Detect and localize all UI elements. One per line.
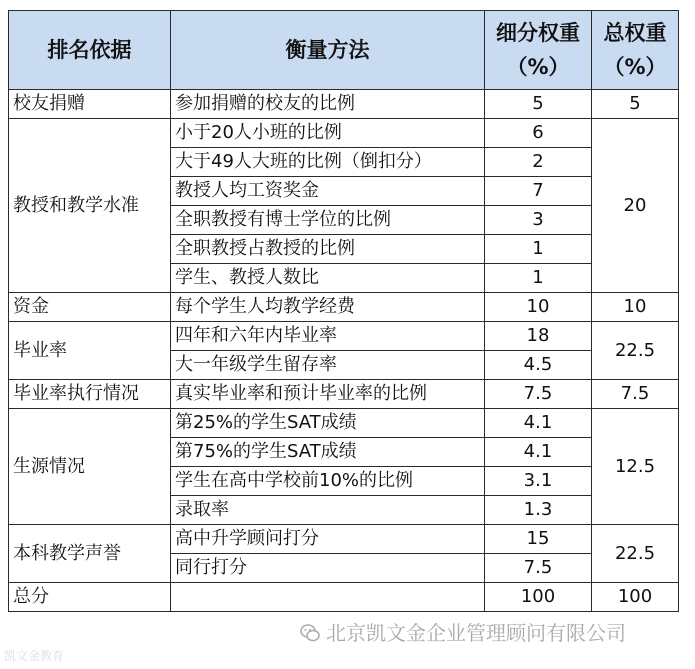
method-cell: 第75%的学生SAT成绩 (171, 438, 485, 467)
sub-weight-cell: 6 (485, 119, 592, 148)
sub-weight-cell: 15 (485, 525, 592, 554)
header-sub-weight-unit: （%） (506, 55, 570, 79)
method-cell: 高中升学顾问打分 (171, 525, 485, 554)
sub-weight-cell: 2 (485, 148, 592, 177)
method-cell: 学生在高中学校前10%的比例 (171, 467, 485, 496)
header-method: 衡量方法 (171, 11, 485, 90)
summary-label: 总分 (9, 583, 171, 612)
sub-weight-cell: 10 (485, 293, 592, 322)
corner-watermark: 凯文金教育 (4, 649, 65, 663)
basis-cell: 本科教学声誉 (9, 525, 171, 583)
table-row (9, 119, 679, 148)
table-row (9, 409, 679, 438)
sub-weight-cell: 7.5 (485, 554, 592, 583)
method-cell: 参加捐赠的校友的比例 (171, 90, 485, 119)
sub-weight-cell: 4.1 (485, 438, 592, 467)
method-cell: 四年和六年内毕业率 (171, 322, 485, 351)
table-body (9, 90, 679, 583)
watermark-text: 北京凯文金企业管理顾问有限公司 (326, 621, 626, 645)
method-cell: 教授人均工资奖金 (171, 177, 485, 206)
summary-total: 100 (592, 583, 679, 612)
sub-weight-cell: 18 (485, 322, 592, 351)
header-total-weight-unit: （%） (603, 55, 667, 79)
total-weight-cell: 20 (592, 119, 679, 293)
basis-cell: 教授和教学水准 (9, 119, 171, 293)
total-weight-cell: 7.5 (592, 380, 679, 409)
total-weight-cell: 22.5 (592, 322, 679, 380)
method-cell: 录取率 (171, 496, 485, 525)
watermark (300, 617, 626, 646)
wechat-icon (300, 623, 320, 643)
sub-weight-cell: 3 (485, 206, 592, 235)
weight-table (8, 10, 679, 612)
sub-weight-cell: 4.5 (485, 351, 592, 380)
method-cell: 学生、教授人数比 (171, 264, 485, 293)
method-cell: 大一年级学生留存率 (171, 351, 485, 380)
sub-weight-cell: 3.1 (485, 467, 592, 496)
sub-weight-cell: 4.1 (485, 409, 592, 438)
method-cell: 大于49人大班的比例（倒扣分） (171, 148, 485, 177)
basis-cell: 毕业率执行情况 (9, 380, 171, 409)
total-weight-cell: 5 (592, 90, 679, 119)
summary-sub-total: 100 (485, 583, 592, 612)
header-basis: 排名依据 (9, 11, 171, 90)
summary-row (9, 583, 679, 612)
total-weight-cell: 12.5 (592, 409, 679, 525)
header-total-weight (592, 11, 679, 90)
basis-cell: 资金 (9, 293, 171, 322)
method-cell: 每个学生人均教学经费 (171, 293, 485, 322)
table-row (9, 322, 679, 351)
table-row (9, 380, 679, 409)
method-cell: 同行打分 (171, 554, 485, 583)
sub-weight-cell: 1 (485, 235, 592, 264)
method-cell: 全职教授占教授的比例 (171, 235, 485, 264)
sub-weight-cell: 7.5 (485, 380, 592, 409)
sub-weight-cell: 1.3 (485, 496, 592, 525)
sub-weight-cell: 5 (485, 90, 592, 119)
header-sub-weight (485, 11, 592, 90)
table-row (9, 525, 679, 554)
method-cell: 小于20人小班的比例 (171, 119, 485, 148)
basis-cell: 毕业率 (9, 322, 171, 380)
header-row (9, 11, 679, 90)
sub-weight-cell: 1 (485, 264, 592, 293)
basis-cell: 生源情况 (9, 409, 171, 525)
summary-method (171, 583, 485, 612)
method-cell: 全职教授有博士学位的比例 (171, 206, 485, 235)
method-cell: 真实毕业率和预计毕业率的比例 (171, 380, 485, 409)
header-sub-weight-title: 细分权重 (496, 21, 580, 45)
sub-weight-cell: 7 (485, 177, 592, 206)
table-row (9, 90, 679, 119)
basis-cell: 校友捐赠 (9, 90, 171, 119)
total-weight-cell: 10 (592, 293, 679, 322)
method-cell: 第25%的学生SAT成绩 (171, 409, 485, 438)
total-weight-cell: 22.5 (592, 525, 679, 583)
header-total-weight-title: 总权重 (603, 21, 667, 45)
table-row (9, 293, 679, 322)
